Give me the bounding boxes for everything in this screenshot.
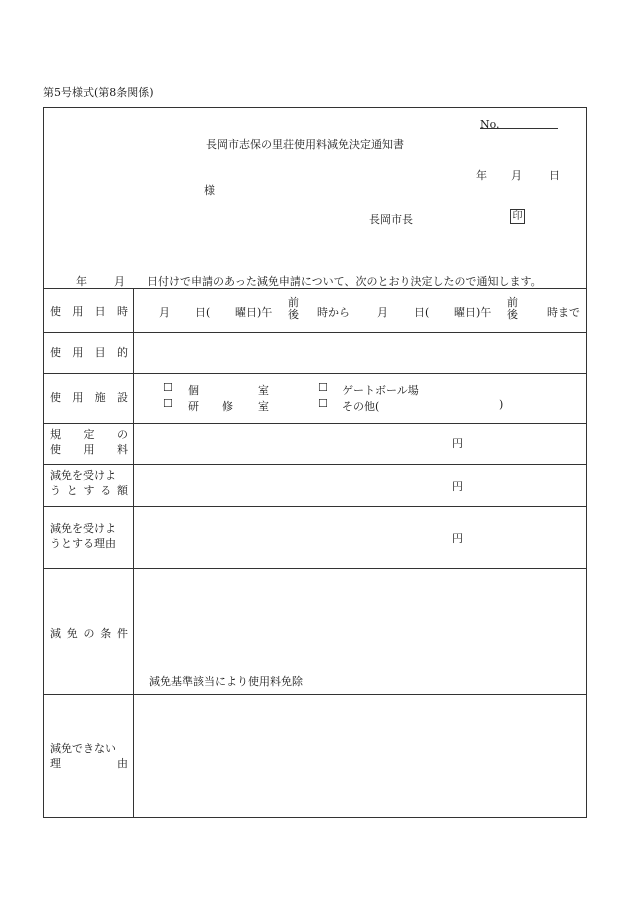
reduction-reason-label: 減免を受けよ うとする理由 [50,522,116,550]
training-room-label-3: 室 [258,400,269,413]
reduction-amount-label: 減免を受けよ う と す る 額 [50,469,128,497]
end-day: 日( [414,306,430,319]
form-number: 第5号様式(第8条関係) [43,86,154,99]
private-room-label-1: 個 [188,384,199,397]
gateball-label: ゲートボール場 [342,384,419,397]
no-underline [480,128,558,129]
date-year: 年 [476,169,487,182]
row-divider [44,373,586,374]
label-column-divider [133,289,134,817]
issuer: 長岡市長 [369,213,413,226]
seal-mark: 印 [510,209,525,224]
no-label: No. [480,118,500,131]
reduction-reason-unit: 円 [452,532,463,545]
until-time: 時まで [547,306,580,319]
from-time: 時から [317,306,350,319]
rejection-reason-label: 減免できない 理 由 [50,742,128,770]
addressee-suffix: 様 [204,184,215,197]
standard-fee-label: 規 定 の 使 用 料 [50,428,128,456]
document-title: 長岡市志保の里荘使用料減免決定通知書 [206,138,404,151]
training-room-checkbox[interactable]: ☐ [163,397,173,410]
start-month: 月 [159,306,170,319]
intro-year: 年 [76,275,87,288]
start-am-pm: 前 後 [288,296,299,321]
training-room-label-1: 研 [188,400,199,413]
other-label: その他( [342,400,380,413]
reduction-amount-unit: 円 [452,480,463,493]
conditions-value: 減免基準該当により使用料免除 [149,675,303,688]
date-day: 日 [549,169,560,182]
row-divider [44,694,586,695]
end-month: 月 [377,306,388,319]
end-am-pm: 前 後 [507,296,518,321]
end-weekday: 曜日)午 [454,306,492,319]
gateball-checkbox[interactable]: ☐ [318,381,328,394]
row-divider [44,332,586,333]
row-divider [44,423,586,424]
start-weekday: 曜日)午 [235,306,273,319]
intro-month: 月 [114,275,125,288]
private-room-checkbox[interactable]: ☐ [163,381,173,394]
usage-datetime-label: 使 用 日 時 [50,305,128,318]
row-divider [44,506,586,507]
start-day: 日( [195,306,211,319]
row-divider [44,568,586,569]
private-room-label-2: 室 [258,384,269,397]
conditions-label: 減 免 の 条 件 [50,627,128,640]
standard-fee-unit: 円 [452,437,463,450]
training-room-label-2: 修 [222,400,233,413]
other-close-paren: ) [499,398,504,411]
table-top-border [44,288,586,289]
intro-text: 日付けで申請のあった減免申請について、次のとおり決定したので通知します。 [147,275,542,288]
other-checkbox[interactable]: ☐ [318,397,328,410]
purpose-label: 使 用 目 的 [50,346,128,359]
notice-form [43,107,587,818]
facility-label: 使 用 施 設 [50,391,128,404]
date-month: 月 [511,169,522,182]
row-divider [44,464,586,465]
